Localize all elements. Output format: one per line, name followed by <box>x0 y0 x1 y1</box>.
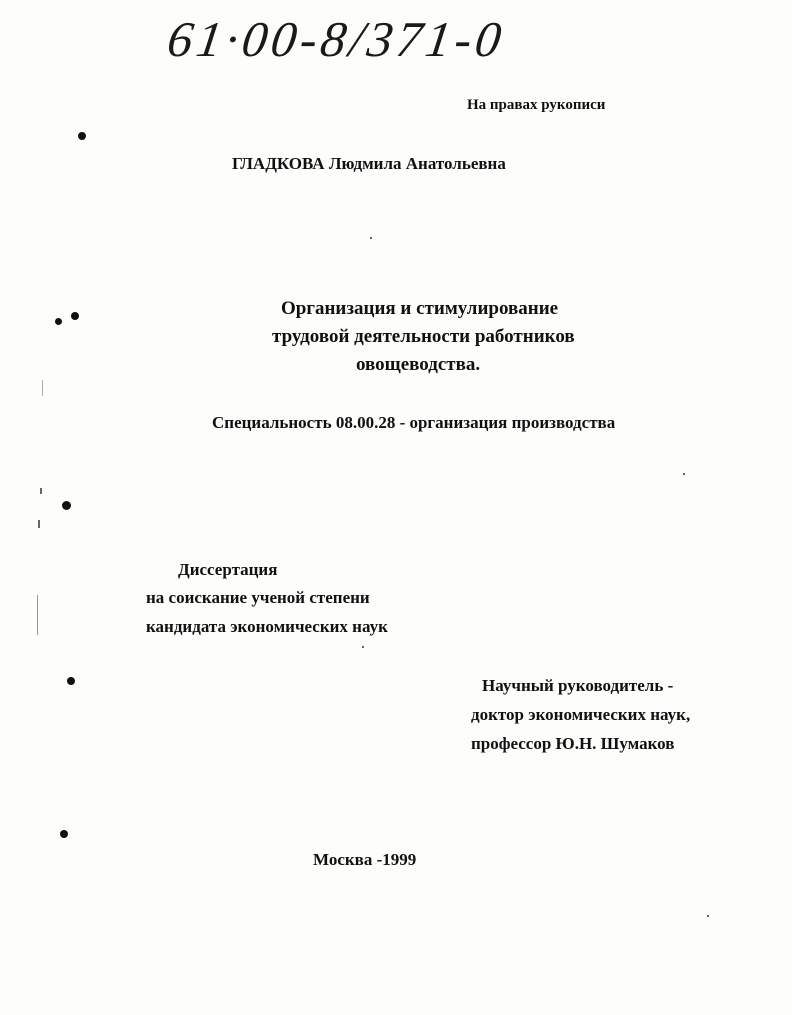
author-given-names: Людмила Анатольевна <box>328 154 506 173</box>
supervisor-line-3: профессор Ю.Н. Шумаков <box>471 734 675 753</box>
author-surname: ГЛАДКОВА <box>232 154 325 173</box>
scan-speck <box>37 595 38 635</box>
scan-speck <box>38 520 40 528</box>
scan-dot <box>62 501 71 510</box>
degree-line-1: Диссертация <box>178 560 278 579</box>
author-name <box>232 154 506 174</box>
scan-speck <box>42 380 43 396</box>
degree-line-3: кандидата экономических наук <box>146 617 388 636</box>
archive-code-handwritten: 61·00-8/371-0 <box>164 11 509 67</box>
scan-speck <box>362 646 364 648</box>
manuscript-rights-note: На правах рукописи <box>467 97 606 113</box>
supervisor-line-2: доктор экономических наук, <box>471 705 691 724</box>
specialty-line: Специальность 08.00.28 - организация производства <box>212 413 616 432</box>
scan-dot <box>78 132 86 140</box>
scan-dot <box>60 830 68 838</box>
scan-speck <box>707 915 709 917</box>
scan-speck <box>40 488 42 494</box>
degree-line-2: на соискание ученой степени <box>146 588 370 607</box>
scan-dot <box>55 318 62 325</box>
scan-dot <box>71 312 79 320</box>
scan-speck <box>370 237 372 239</box>
supervisor-line-1: Научный руководитель - <box>482 676 674 695</box>
dissertation-title-line-1: Организация и стимулирование <box>281 298 559 319</box>
dissertation-title-line-3: овощеводства. <box>356 354 481 375</box>
dissertation-title-line-2: трудовой деятельности работников <box>272 326 575 347</box>
scan-speck <box>683 473 685 475</box>
city-year: Москва -1999 <box>313 850 417 869</box>
scan-dot <box>67 677 75 685</box>
